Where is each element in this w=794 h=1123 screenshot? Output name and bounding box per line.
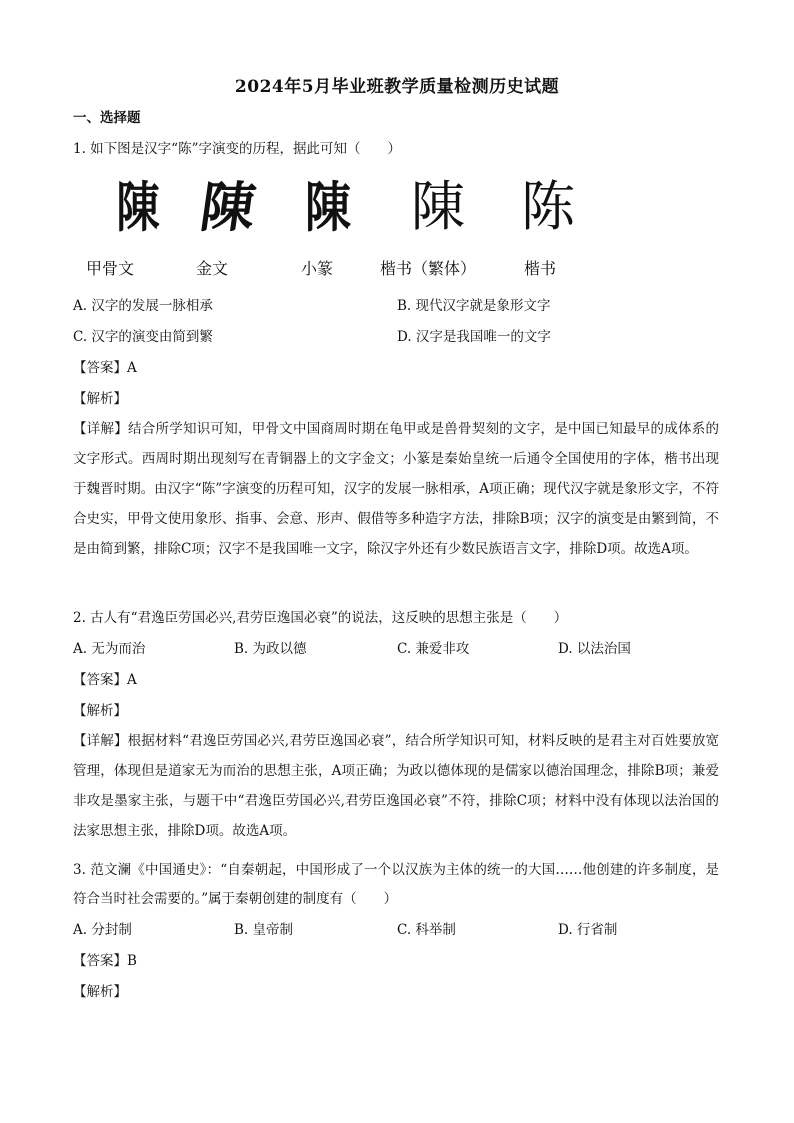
caption-xiaozhuan: 小篆 (301, 259, 334, 278)
q2-detail: 【详解】根据材料“君逸臣劳国必兴,君劳臣逸国必衰”，结合所学知识可知，材料反映的是君主对百姓要放宽管理，体现但是道家无为而治的思想主张，A项正确；为政以德体现的是儒家以德治国理念，排除B项；兼爱非攻是墨家主张，与题干中“君逸臣劳国必兴,君劳臣逸国必衰”不符，排除C项；材料中没有体现以法治国的法家思想主张，排除D项。故选A项。 (73, 733, 719, 839)
caption-kaishu-traditional: 楷书（繁体） (380, 259, 477, 278)
q2-analysis-label: 【解析】 (73, 703, 127, 719)
glyph-jinwen: 陳 (196, 175, 260, 239)
glyph-kaishu-traditional: 陳 (411, 177, 465, 237)
caption-kaishu: 楷书 (524, 259, 557, 278)
q1-figure (73, 172, 593, 242)
q3-option-b: B. 皇帝制 (234, 922, 294, 938)
q3-option-d: D. 行省制 (558, 922, 618, 938)
q3-option-a: A. 分封制 (73, 922, 132, 938)
q1-option-c: C. 汉字的演变由简到繁 (73, 329, 213, 345)
q3-stem: 3. 范文澜《中国通史》：“自秦朝起，中国形成了一个以汉族为主体的统一的大国……他创建的许多制度，是符合当时社会需要的。”属于秦朝创建的制度有（ ） (73, 862, 719, 907)
q3-answer: 【答案】B (73, 953, 137, 969)
q3-analysis-label: 【解析】 (73, 984, 127, 1000)
q1-stem: 1. 如下图是汉字“陈”字演变的历程，据此可知（ ） (73, 141, 401, 157)
q3-option-c: C. 科举制 (397, 922, 456, 938)
q2-option-c: C. 兼爱非攻 (397, 641, 470, 657)
caption-jiaguwen: 甲骨文 (86, 259, 135, 278)
q2-answer: 【答案】A (73, 672, 137, 688)
q1-option-b: B. 现代汉字就是象形文字 (397, 298, 551, 314)
glyph-kaishu: 陈 (521, 175, 575, 238)
q1-answer: 【答案】A (73, 360, 137, 376)
glyph-jiaguwen: 陳 (116, 175, 160, 239)
caption-jinwen: 金文 (196, 259, 229, 278)
page-title: 2024年5月毕业班教学质量检测历史试题 (234, 77, 560, 97)
glyph-xiaozhuan: 陳 (305, 175, 351, 239)
q2-option-b: B. 为政以德 (234, 641, 307, 657)
q2-option-d: D. 以法治国 (558, 641, 631, 657)
q2-stem: 2. 古人有“君逸臣劳国必兴,君劳臣逸国必衰”的说法，这反映的思想主张是（ ） (73, 610, 568, 626)
q1-analysis-label: 【解析】 (73, 391, 127, 407)
section-heading: 一、选择题 (73, 110, 141, 126)
q1-option-d: D. 汉字是我国唯一的文字 (397, 329, 551, 345)
q1-detail: 【详解】结合所学知识可知，甲骨文中国商周时期在龟甲或是兽骨契刻的文字，是中国已知最早的成体系的文字形式。西周时期出现刻写在青铜器上的文字金文；小篆是秦始皇统一后通令全国使用的字体，楷书出现于魏晋时期。由汉字“陈”字演变的历程可知，汉字的发展一脉相承，A项正确；现代汉字就是象形文字，不符合史实，甲骨文使用象形、指事、会意、形声、假借等多种造字方法，排除B项；汉字的演变是由繁到简，不是由简到繁，排除C项；汉字不是我国唯一文字，除汉字外还有少数民族语言文字，排除D项。故选A项。 (73, 421, 719, 557)
q1-option-a: A. 汉字的发展一脉相承 (73, 298, 213, 314)
q2-option-a: A. 无为而治 (73, 641, 146, 657)
